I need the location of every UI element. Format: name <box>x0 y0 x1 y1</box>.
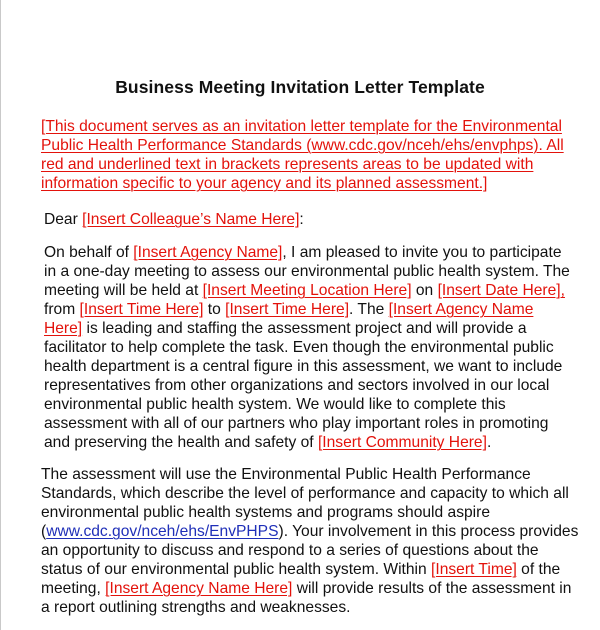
text-line: environmental public health systems and programs should aspire <box>41 504 490 521</box>
text-line: health department is a central figure in this assessment, we want to include <box>44 358 563 375</box>
text-line: assessment with all of our partners who play important roles in promoting <box>44 415 549 432</box>
text-line: in a one-day meeting to assess our environmental public health system. The <box>44 263 570 280</box>
text-run: . The <box>349 301 389 318</box>
text-run: , I am pleased to invite you to participate <box>282 244 562 261</box>
time-placeholder[interactable]: [Insert Time] <box>431 561 517 578</box>
envphps-link[interactable]: www.cdc.gov/nceh/ehs/EnvPHPS <box>46 523 279 540</box>
text-run: and preserving the health and safety of <box>44 434 318 451</box>
agency-name-placeholder-2-cont[interactable]: Here] <box>44 320 83 337</box>
agency-name-placeholder-3[interactable]: [Insert Agency Name Here] <box>105 580 293 597</box>
text-run: will provide results of the assessment in <box>292 580 572 597</box>
text-run: on <box>411 282 438 299</box>
text-run: On behalf of <box>44 244 134 261</box>
text-line: Standards, which describe the level of performance and capacity to which all <box>41 485 569 502</box>
text-run: status of our environmental public health system. Within <box>41 561 432 578</box>
text-run: of the <box>516 561 561 578</box>
text-line: facilitator to help complete the task. Even though the environmental public <box>44 339 554 356</box>
note-line: information specific to your agency and its planned assessment.] <box>41 175 488 192</box>
start-time-placeholder[interactable]: [Insert Time Here] <box>79 301 204 318</box>
text-line: The assessment will use the Environmental Public Health Performance <box>41 466 531 483</box>
text-run: . <box>486 434 492 451</box>
salutation <box>44 210 304 229</box>
text-line: a report outlining strengths and weaknesses. <box>41 599 351 616</box>
meeting-location-placeholder[interactable]: [Insert Meeting Location Here] <box>202 282 412 299</box>
assessment-paragraph <box>41 465 578 617</box>
salutation-suffix: : <box>299 211 304 228</box>
agency-name-placeholder-2[interactable]: [Insert Agency Name <box>388 301 534 318</box>
template-instructions-note <box>41 117 564 193</box>
end-time-placeholder[interactable]: [Insert Time Here] <box>225 301 350 318</box>
community-placeholder[interactable]: [Insert Community Here] <box>317 434 487 451</box>
text-line: environmental public health system. We would like to complete this <box>44 396 506 413</box>
agency-name-placeholder[interactable]: [Insert Agency Name] <box>133 244 283 261</box>
text-run: is leading and staffing the assessment project and will provide a <box>82 320 527 337</box>
text-run: meeting, <box>41 580 106 597</box>
document-title: Business Meeting Invitation Letter Template <box>115 77 485 97</box>
date-placeholder[interactable]: [Insert Date Here], <box>437 282 565 299</box>
invitation-paragraph <box>44 243 570 452</box>
note-line: red and underlined text in brackets represents areas to be updated with <box>41 156 534 173</box>
text-run: ( <box>41 523 47 540</box>
text-line: an opportunity to discuss and respond to a series of questions about the <box>41 542 539 559</box>
text-run: from <box>44 301 80 318</box>
salutation-prefix: Dear <box>44 211 83 228</box>
text-line: representatives from other organizations and sectors involved in our local <box>44 377 550 394</box>
colleague-name-placeholder[interactable]: [Insert Colleague’s Name Here] <box>82 211 300 228</box>
text-run: to <box>203 301 226 318</box>
text-run: ). Your involvement in this process provides <box>278 523 579 540</box>
note-line: Public Health Performance Standards (www.cdc.gov/nceh/ehs/envphps). All <box>41 137 564 154</box>
note-line: [This document serves as an invitation letter template for the Environmental <box>41 118 562 135</box>
text-run: meeting will be held at <box>44 282 203 299</box>
